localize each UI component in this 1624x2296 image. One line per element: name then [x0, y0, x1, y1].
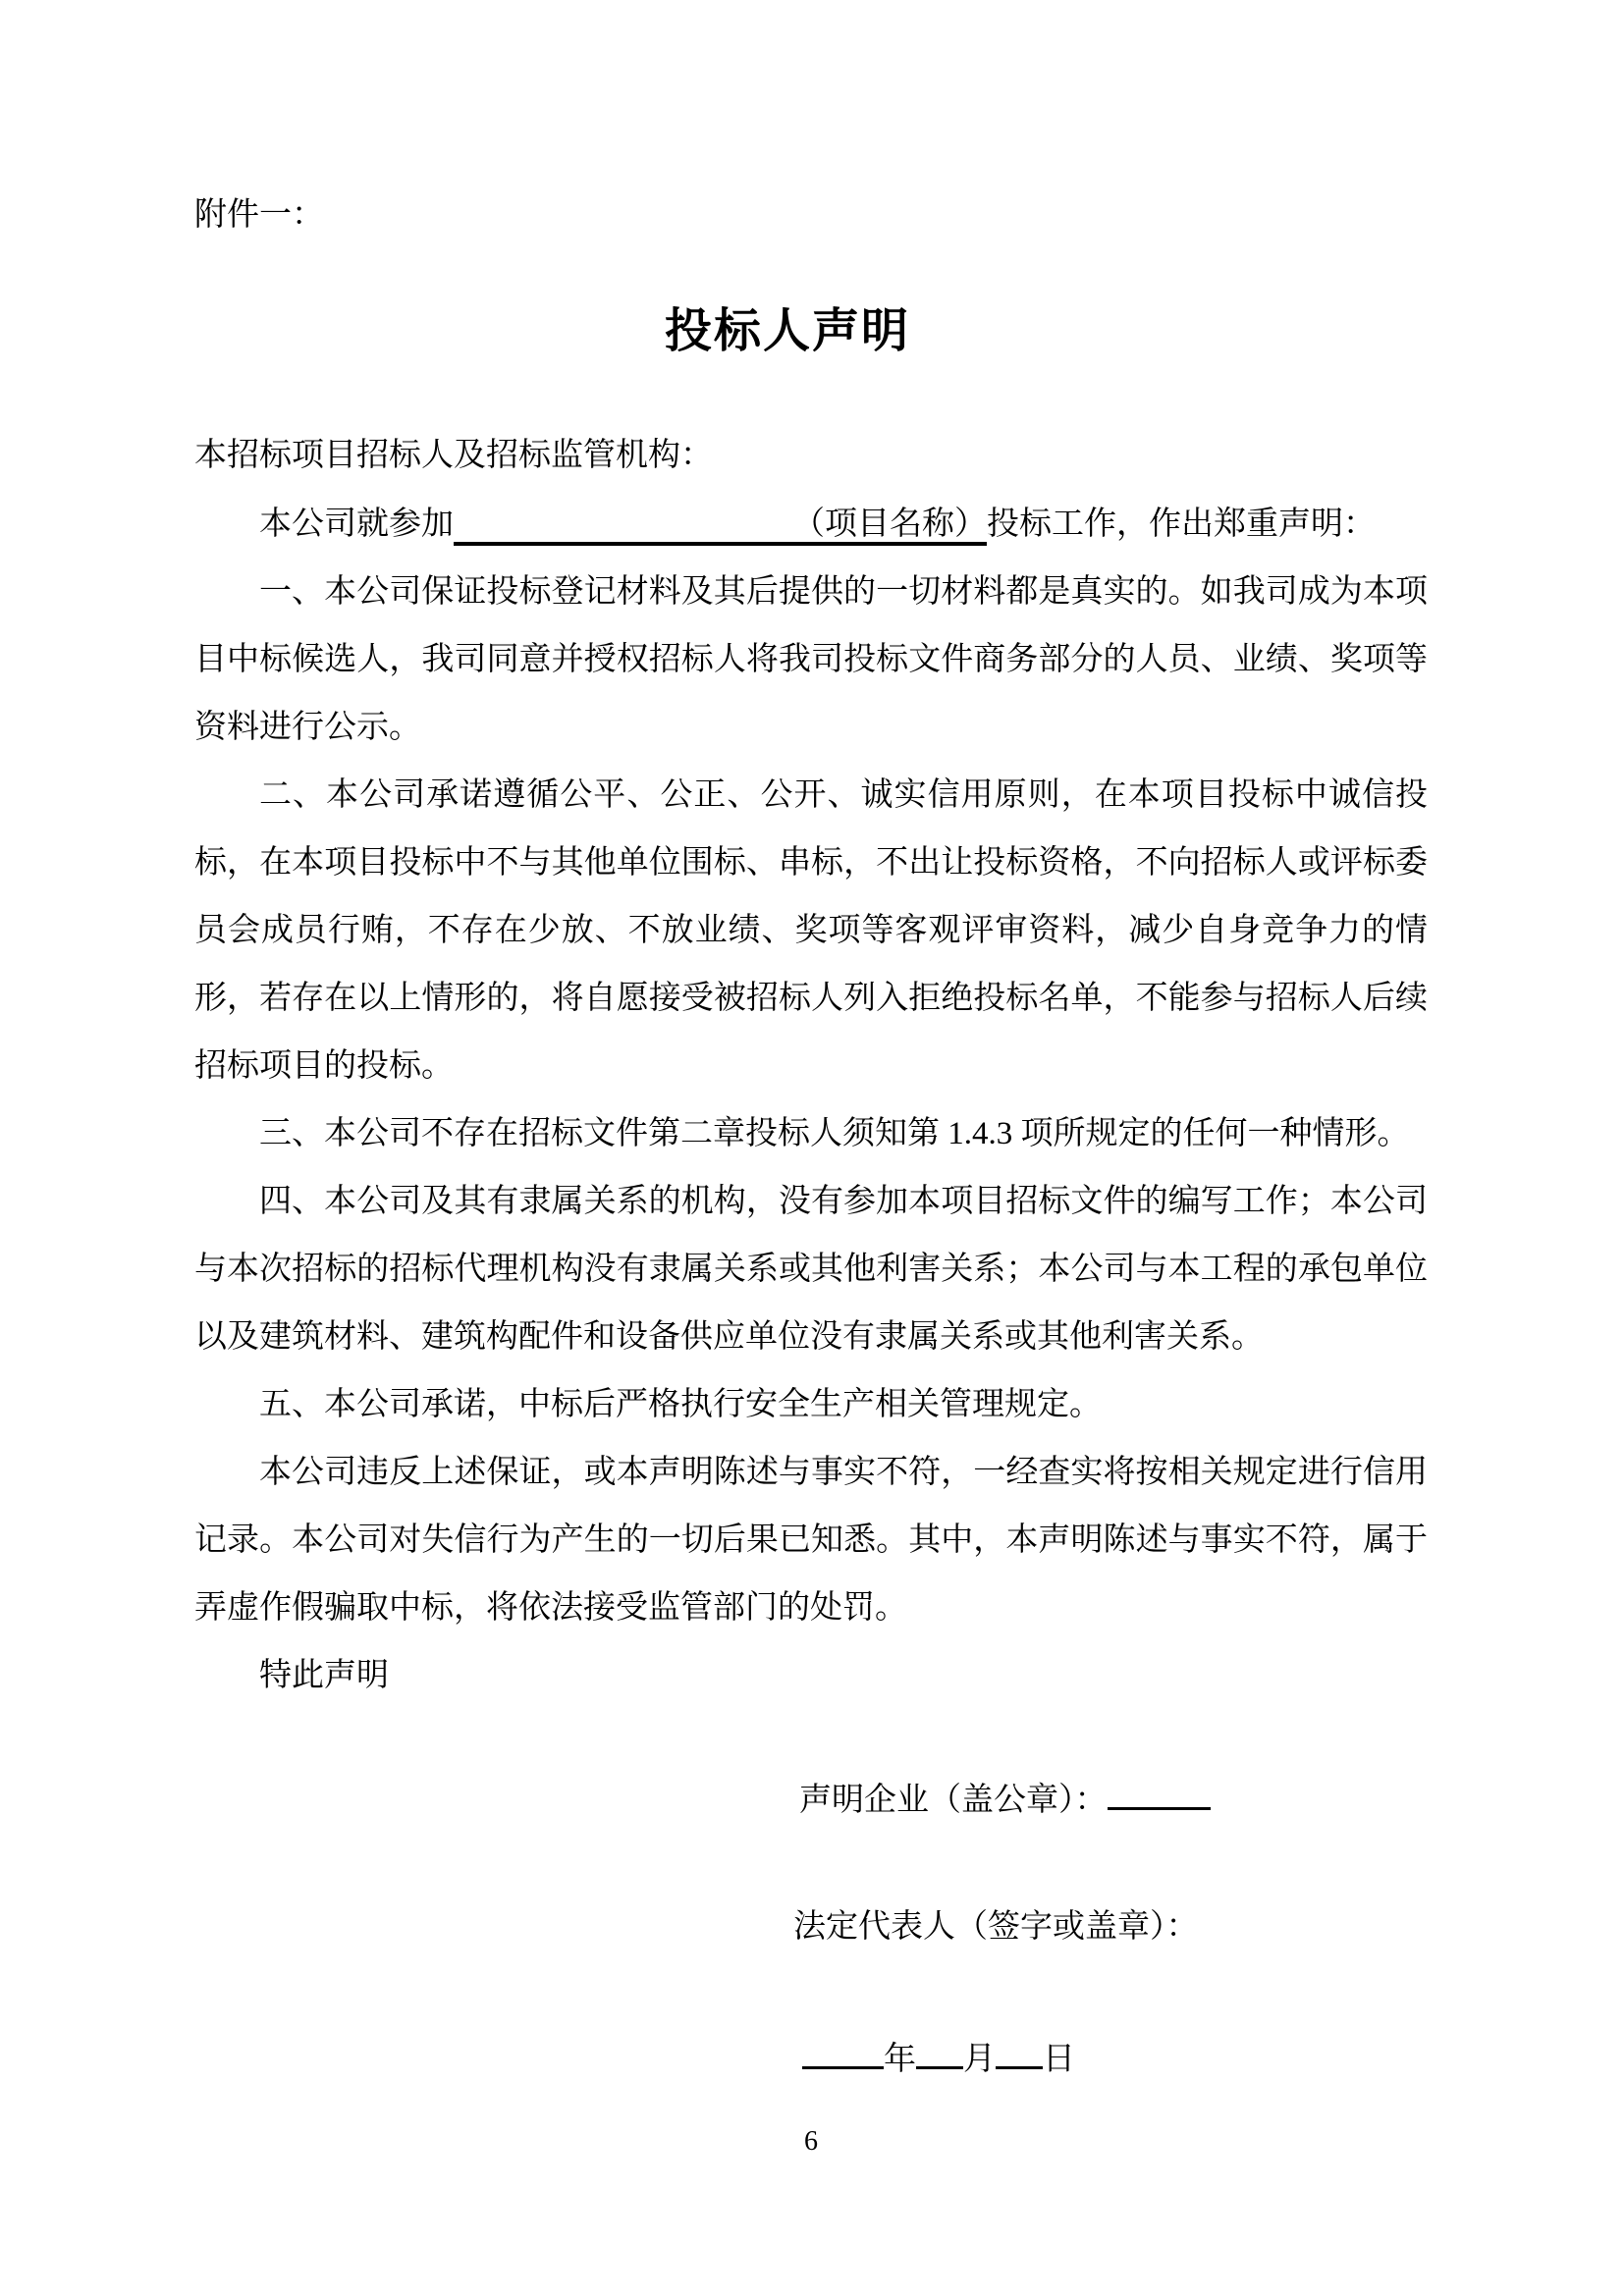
date-year-blank [802, 2065, 884, 2069]
attachment-label: 附件一： [194, 197, 324, 233]
paragraph-2: 二、本公司承诺遵循公平、公正、公开、诚实信用原则，在本项目投标中诚信投标，在本项目投标中不与其他单位围标、串标，不出让投标资格，不向招标人或评标委员会成员行贿，不存在少放、不放业绩、奖项等客观评审资料，减少自身竞争力的情形，若存在以上情形的，将自愿接受被招标人列入拒绝投标名单，不能参与招标人后续招标项目的投标。 [194, 777, 1428, 1084]
date-day-label: 日 [1043, 2042, 1075, 2077]
intro-line: 本招标项目招标人及招标监管机构： [194, 438, 713, 473]
paragraph-5: 五、本公司承诺，中标后严格执行安全生产相关管理规定。 [259, 1387, 1102, 1422]
date-year-label: 年 [884, 2042, 916, 2077]
representative-label: 法定代表人（签字或盖章）： [793, 1909, 1199, 1945]
page-number: 6 [804, 2126, 818, 2157]
signature-date-line [802, 2026, 1428, 2094]
participation-prefix: 本公司就参加 [259, 507, 454, 542]
participation-line [194, 490, 1428, 559]
project-name-note: （项目名称） [792, 507, 987, 542]
participation-suffix: 投标工作，作出郑重声明： [987, 507, 1376, 542]
paragraph-4: 四、本公司及其有隶属关系的机构，没有参加本项目招标文件的编写工作；本公司与本次招标的招标代理机构没有隶属关系或其他利害关系；本公司与本工程的承包单位以及建筑材料、建筑构配件和设备供应单位没有隶属关系或其他利害关系。 [194, 1184, 1428, 1355]
paragraph-3: 三、本公司不存在招标文件第二章投标人须知第 1.4.3 项所规定的任何一种情形。 [259, 1116, 1410, 1151]
date-month-blank [916, 2065, 963, 2069]
declaration-body [194, 559, 1428, 1710]
project-name-blank [454, 533, 792, 534]
paragraph-6: 本公司违反上述保证，或本声明陈述与事实不符，一经查实将按相关规定进行信用记录。本公司对失信行为产生的一切后果已知悉。其中，本声明陈述与事实不符，属于弄虚作假骗取中标，将依法接受监管部门的处罚。 [194, 1455, 1428, 1626]
signature-representative-line [793, 1894, 1428, 1961]
date-day-blank [996, 2065, 1043, 2069]
date-month-label: 月 [963, 2042, 996, 2077]
company-seal-label: 声明企业（盖公章）： [799, 1783, 1108, 1818]
project-name-fill [454, 507, 987, 546]
paragraph-1: 一、本公司保证投标登记材料及其后提供的一切材料都是真实的。如我司成为本项目中标候选人，我司同意并授权招标人将我司投标文件商务部分的人员、业绩、奖项等资料进行公示。 [194, 574, 1428, 745]
closing-statement: 特此声明 [259, 1658, 389, 1693]
company-seal-blank [1108, 1806, 1211, 1810]
signature-company-line [799, 1767, 1428, 1835]
document-title: 投标人声明 [664, 305, 910, 357]
